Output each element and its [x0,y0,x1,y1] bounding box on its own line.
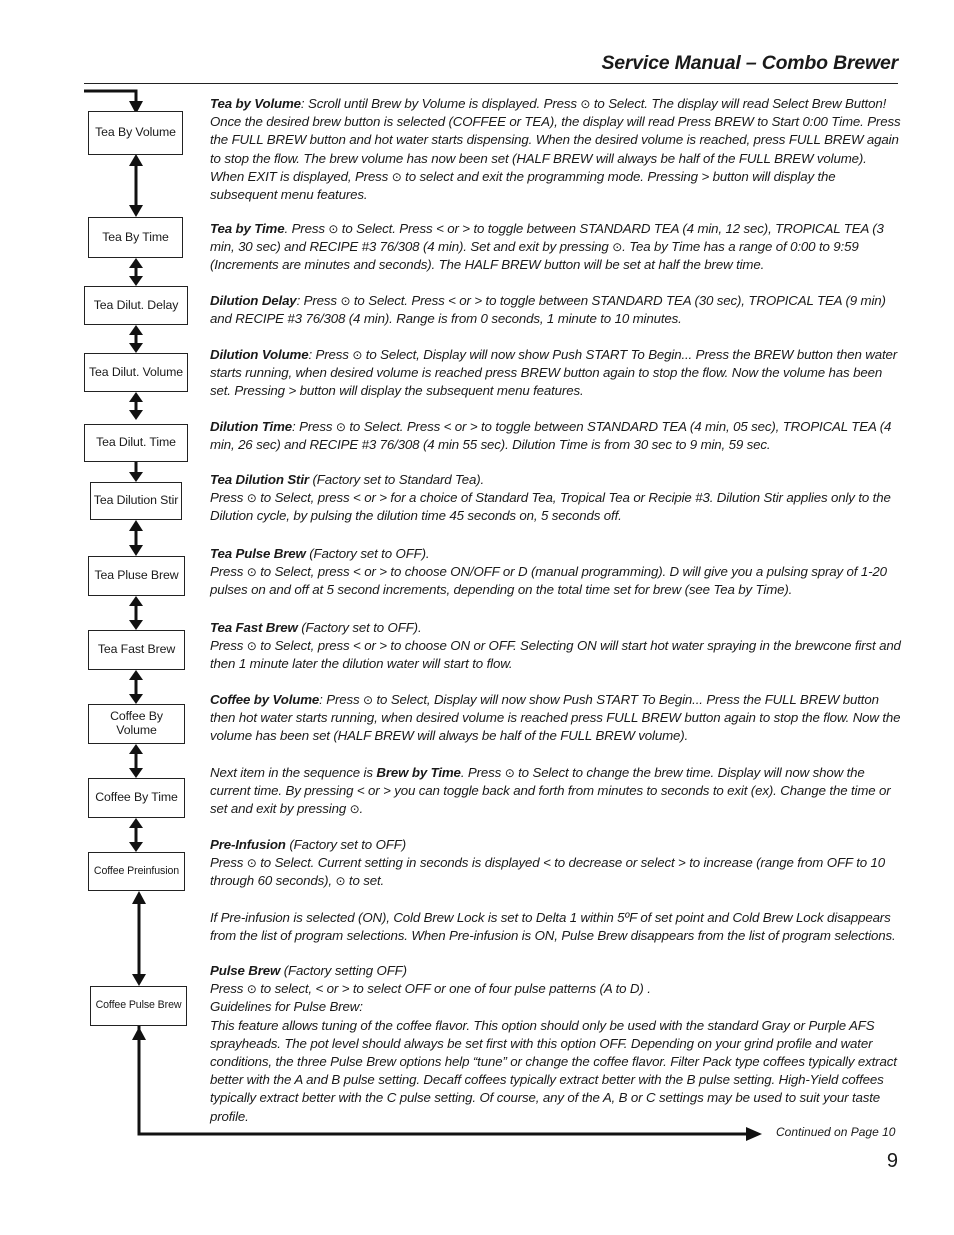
section-text: : Scroll until Brew by Volume is displayed. Press [300,96,581,111]
flow-box-tea-fast-brew: Tea Fast Brew [88,630,185,670]
section-brew-by-time [210,764,902,819]
section-title: Coffee by Volume [210,692,320,707]
section-tea-fast-brew [210,619,902,674]
section-title: Tea Fast Brew [210,620,298,635]
section-text: to Select, press < or > to choose ON/OFF or D (manual programming). D will give you a pulsing spray of 1-20 pulses on and off at 5 second increments, depending on the total time set for brew (see Tea by Time). [210,564,887,598]
section-title: Pre-Infusion [210,837,286,852]
section-text: This feature allows tuning of the coffee flavor. This option should only be used with the standard Gray or Purple AFS sprayheads. The pot level should always be set first with this option OFF. Depending on your grind profile and water conditions, the three Pulse Brew options help “tune” or change the coffee flavor. Filter Pack type coffees typically extract better with the A and B pulse setting. Decaff coffees typically extract better with the B pulse setting. High-Yield coffees typically extract better with the C pulse setting. Of course, any of the A, B or C settings may be used to suit your taste profile. [210,1017,897,1124]
section-text: Press [210,855,247,871]
section-note: (Factory set to OFF). [305,546,430,561]
section-note: (Factory set to OFF). [297,620,422,635]
section-text: to select and exit the programming mode. Pressing > button will display the subsequent menu features. [210,168,836,203]
select-button-icon: ⊙ [328,222,339,236]
section-text: : Press [292,419,336,434]
section-coffee-by-volume [210,691,902,746]
section-text: : Press [319,692,364,707]
section-text: . [359,801,364,817]
flow-box-tea-dilut-volume: Tea Dilut. Volume [84,353,188,392]
section-note: (Factory set to Standard Tea). [308,472,485,487]
section-text: to Select. Press < or > to toggle between STANDARD TEA (30 sec), TROPICAL TEA (9 min) and RECIPE #3 76/308 (4 min). Range is from 0 seconds, 1 minute to 10 minutes. [210,293,886,327]
section-text: Press [210,981,247,997]
select-button-icon: ⊙ [580,97,591,111]
select-button-icon: ⊙ [363,693,373,707]
flow-box-coffee-preinfusion: Coffee Preinfusion [88,852,185,891]
section-title: Tea by Volume [210,96,301,111]
flow-box-tea-dilution-stir: Tea Dilution Stir [90,482,182,520]
select-button-icon: ⊙ [246,491,257,506]
section-text: Next item in the sequence is [210,765,377,780]
section-text: to select, < or > to select OFF or one of four pulse patterns (A to D) . [256,981,651,997]
section-text: Press [210,564,247,580]
flow-box-tea-dilut-delay: Tea Dilut. Delay [84,286,188,325]
section-text: Press [210,490,247,506]
section-tea-by-time [210,220,902,275]
continued-note: Continued on Page 10 [776,1125,896,1139]
select-button-icon: ⊙ [246,982,257,997]
flow-box-coffee-pulse-brew: Coffee Pulse Brew [90,986,187,1026]
section-text: Press [210,638,247,654]
section-title: Brew by Time [376,765,461,780]
select-button-icon: ⊙ [391,169,402,184]
section-text: : Press [308,347,353,362]
section-note: (Factory set to OFF) [285,837,407,852]
section-pre-infusion [210,836,902,891]
flow-box-tea-pluse-brew: Tea Pluse Brew [88,556,185,596]
section-title: Pulse Brew [210,963,281,978]
section-title: Dilution Volume [210,347,309,362]
section-dilution-volume [210,346,902,401]
section-text: to set. [345,873,385,889]
select-button-icon: ⊙ [246,639,257,654]
section-dilution-time [210,418,902,454]
flow-box-tea-dilut-time: Tea Dilut. Time [84,424,188,462]
select-button-icon: ⊙ [504,766,515,780]
select-button-icon: ⊙ [349,802,360,817]
section-title: Tea by Time [210,221,285,236]
flow-box-tea-by-volume: Tea By Volume [88,111,183,155]
flow-box-coffee-by-time: Coffee By Time [88,778,185,818]
section-tea-by-volume [210,95,902,204]
section-text: to Select, Display will now show Push START To Begin... Press the FULL BREW button then hot water starts running, when desired volume is reached press FULL BREW button again to stop the flow. Now the volume has been set (HALF BREW will always be half of the FULL BREW volume). [210,692,901,744]
section-dilution-delay [210,292,902,328]
section-text: to Select. The display will read Select Brew Button! Once the desired brew button is selected (COFFEE or TEA), the display will read Press BREW to Start 0:00 Time. Press the FULL BREW button and hot water starts dispensing. When the desired volume is reached, press FULL BREW again to stop the flow. The brew volume has now been set (HALF BREW will always be half of the FULL BREW volume). When EXIT is displayed, Press [210,96,901,184]
section-text: to Select, press < or > for a choice of Standard Tea, Tropical Tea or Recipie #3. Dilution Stir applies only to the Dilution cycle, by pulsing the dilution time 45 seconds on, 5 seconds off. [210,490,891,524]
select-button-icon: ⊙ [335,420,346,434]
section-title: Dilution Delay [210,293,297,308]
page-header-title: Service Manual – Combo Brewer [601,52,898,74]
section-text: Guidelines for Pulse Brew: [210,999,363,1015]
section-note: (Factory setting OFF) [280,963,407,978]
select-button-icon: ⊙ [246,856,257,871]
section-text: . Press [284,221,329,236]
section-text: to Select to change the brew time. Display will now show the current time. By pressing < or > you can toggle back and forth from minutes to seconds to exit (ex). Change the time or set and exit by pressing [210,765,891,817]
section-pulse-brew [210,962,902,1126]
flow-box-tea-by-time: Tea By Time [88,217,183,258]
flow-box-coffee-by-volume: Coffee By Volume [88,704,185,744]
section-title: Tea Dilution Stir [210,472,309,487]
section-text: to Select. Press < or > to toggle between STANDARD TEA (4 min, 12 sec), TROPICAL TEA (3 min, 30 sec) and RECIPE #3 76/308 (4 min). Set and exit by pressing [210,221,884,255]
section-text: . Press [460,765,505,780]
section-text: to Select, Display will now show Push START To Begin... Press the BREW button then water starts running, when desired volume is reached press BREW button again to stop the flow. Now the volume has been set. Pressing > button will display the subsequent menu features. [210,347,898,399]
section-text: . Tea by Time has a range of 0:00 to 9:59 (Increments are minutes and seconds). The HALF BREW button will be set at half the brew time. [210,239,859,273]
section-tea-pulse-brew [210,545,902,600]
section-text: to Select. Press < or > to toggle between STANDARD TEA (4 min, 05 sec), TROPICAL TEA (4 min, 26 sec) and RECIPE #3 76/308 (4 min 55 sec). Dilution Time is from 30 sec to 9 min, 59 sec. [210,419,892,453]
select-button-icon: ⊙ [352,348,363,362]
section-pre-infusion-note [210,909,902,945]
page-number: 9 [886,1150,898,1172]
section-tea-dilution-stir [210,471,902,526]
section-text: : Press [296,293,341,308]
section-text: to Select, press < or > to choose ON or OFF. Selecting ON will start hot water spraying in the brewcone first and then 1 minute later the dilution water will start to flow. [210,638,901,672]
section-title: Dilution Time [210,419,293,434]
select-button-icon: ⊙ [340,294,351,308]
section-text: If Pre-infusion is selected (ON), Cold Brew Lock is set to Delta 1 within 5ºF of set point and Cold Brew Lock disappears from the list of program selections. When Pre-infusion is ON, Pulse Brew disappears from the list of program selections. [210,910,896,944]
section-title: Tea Pulse Brew [210,546,306,561]
select-button-icon: ⊙ [246,565,257,580]
select-button-icon: ⊙ [335,874,346,889]
select-button-icon: ⊙ [612,240,623,255]
section-text: to Select. Current setting in seconds is displayed < to decrease or select > to increase (range from OFF to 10 through 60 seconds), [210,855,886,889]
